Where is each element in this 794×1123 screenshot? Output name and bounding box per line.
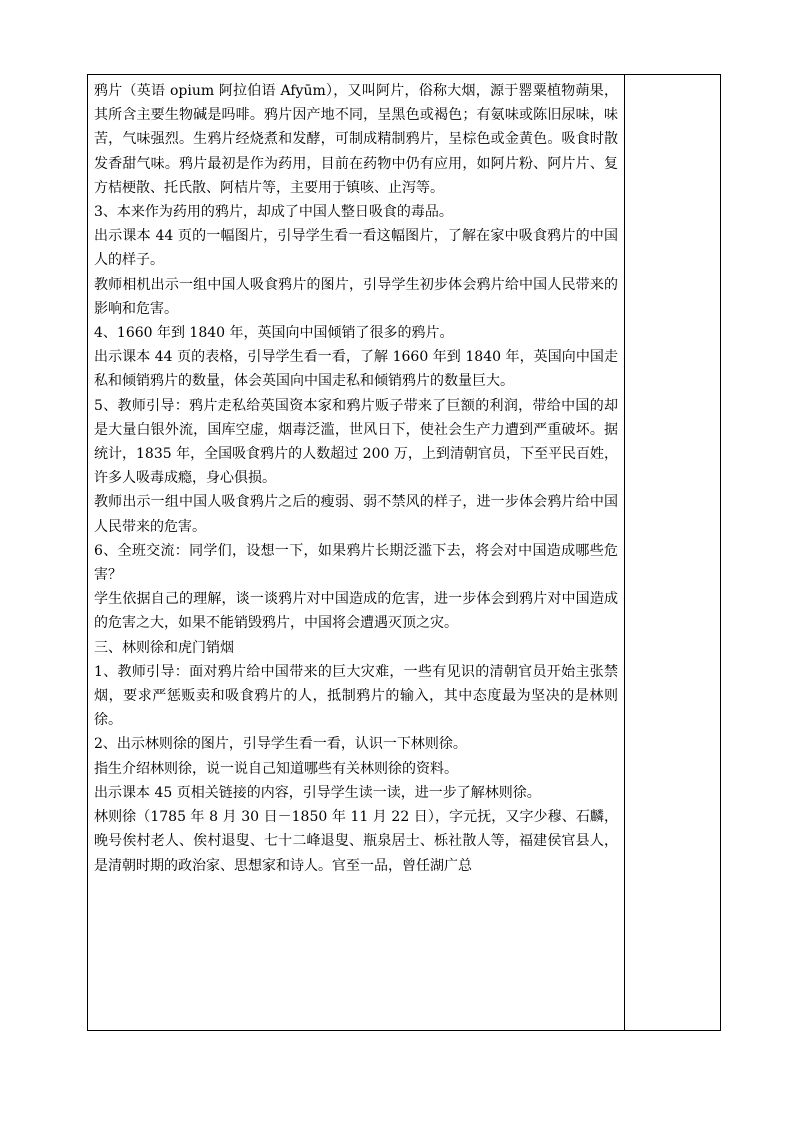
paragraph-introduce-lin: 指生介绍林则徐，说一说自己知道哪些有关林则徐的资料。 [94, 760, 458, 777]
table-row [88, 75, 721, 1031]
paragraph-step-4: 4、1660 年到 1840 年，英国向中国倾销了很多的鸦片。 [94, 325, 454, 342]
paragraph-teacher-pictures: 教师相机出示一组中国人吸食鸦片的图片，引导学生初步体会鸦片给中国人民带来的影响和危害。 [94, 276, 618, 317]
paragraph-lin-biography: 林则徐（1785 年 8 月 30 日－1850 年 11 月 22 日），字元抚，又字少穆、石麟，晚号俟村老人、俟村退叟、七十二峰退叟、瓶泉居士、栎社散人等，福建侯官县人，是清朝时期的政治家、思想家和诗人。官至一品，曾任湖广总 [94, 809, 618, 874]
paragraph-step-3: 3、本来作为药用的鸦片，却成了中国人整日吸食的毒品。 [94, 204, 453, 221]
content-cell [88, 75, 625, 1031]
paragraph-lin-step-2: 2、出示林则徐的图片，引导学生看一看，认识一下林则徐。 [94, 736, 467, 753]
paragraph-show-table: 出示课本 44 页的表格，引导学生看一看，了解 1660 年到 1840 年，英国向中国走私和倾销鸦片的数量，体会英国向中国走私和倾销鸦片的数量巨大。 [94, 349, 618, 390]
paragraph-teacher-weak: 教师出示一组中国人吸食鸦片之后的瘦弱、弱不禁风的样子，进一步体会鸦片给中国人民带来的危害。 [94, 494, 618, 535]
paragraph-textbook-link: 出示课本 45 页相关链接的内容，引导学生读一读，进一步了解林则徐。 [94, 784, 541, 801]
lesson-content [88, 75, 624, 1029]
paragraph-lin-step-1: 1、教师引导：面对鸦片给中国带来的巨大灾难，一些有见识的清朝官员开始主张禁烟，要求严惩贩卖和吸食鸦片的人，抵制鸦片的输入，其中态度最为坚决的是林则徐。 [94, 663, 618, 729]
notes-cell [625, 75, 721, 1031]
paragraph-opium-definition: 鸦片（英语 opium 阿拉伯语 Afyūm），又叫阿片，俗称大烟，源于罂粟植物蒴果，其所含主要生物碱是吗啡。鸦片因产地不同，呈黑色或褐色；有氨味或陈旧尿味，味苦，气味强烈。生鸦片经烧煮和发酵，可制成精制鸦片，呈棕色或金黄色。吸食时散发香甜气味。鸦片最初是作为药用，目前在药物中仍有应用，如阿片粉、阿片片、复方桔梗散、托氏散、阿桔片等，主要用于镇咳、止泻等。 [94, 83, 618, 196]
paragraph-step-6: 6、全班交流：同学们，设想一下，如果鸦片长期泛滥下去，将会对中国造成哪些危害？ [94, 542, 618, 584]
lesson-plan-table [87, 74, 721, 1031]
section-heading-lin-zexu: 三、林则徐和虎门销烟 [94, 639, 234, 656]
paragraph-show-picture: 出示课本 44 页的一幅图片，引导学生看一看这幅图片，了解在家中吸食鸦片的中国人的样子。 [94, 228, 618, 269]
paragraph-step-5: 5、教师引导：鸦片走私给英国资本家和鸦片贩子带来了巨额的利润，带给中国的却是大量白银外流，国库空虚，烟毒泛滥，世风日下，使社会生产力遭到严重破坏。据统计，1835 年，全国吸食鸦片的人数超过 200 万，上到清朝官员，下至平民百姓，许多人吸毒成瘾，身心俱损。 [94, 397, 618, 487]
paragraph-student-discussion: 学生依据自己的理解，谈一谈鸦片对中国造成的危害，进一步体会到鸦片对中国造成的危害之大，如果不能销毁鸦片，中国将会遭遇灭顶之灾。 [94, 591, 618, 632]
